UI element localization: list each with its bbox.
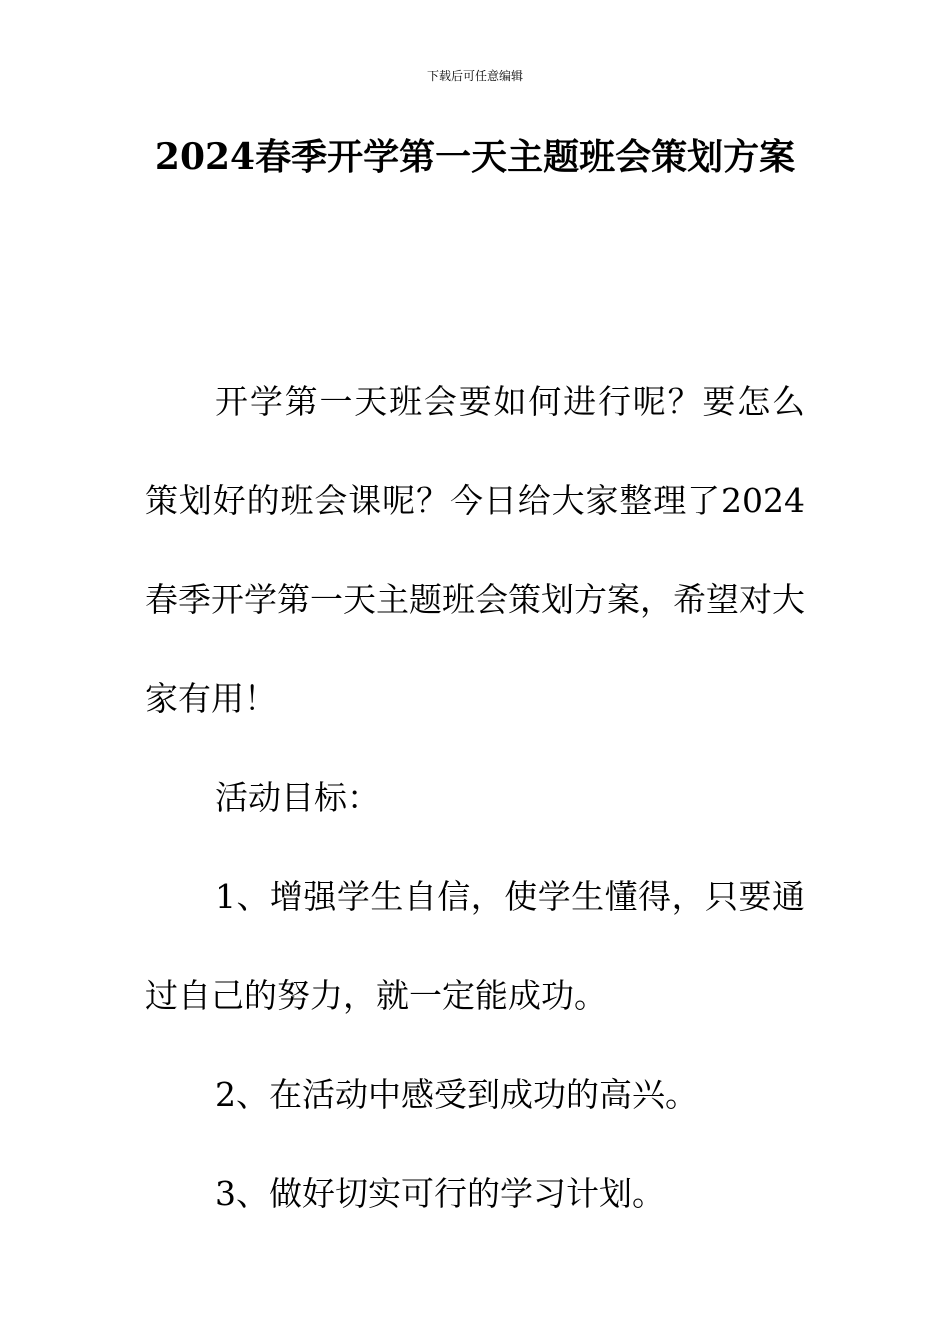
paragraph-intro: 开学第一天班会要如何进行呢？要怎么策划好的班会课呢？今日给大家整理了2024春季开学第一天主题班会策划方案，希望对大家有用！ xyxy=(145,382,805,718)
paragraph-goal-3: 3、做好切实可行的学习计划。 xyxy=(215,1174,665,1213)
paragraph-goal-2: 2、在活动中感受到成功的高兴。 xyxy=(215,1075,698,1114)
paragraph-goal-1: 1、增强学生自信，使学生懂得，只要通过自己的努力，就一定能成功。 xyxy=(145,877,805,1015)
header-note: 下载后可任意编辑 xyxy=(426,69,523,83)
paragraph-goals-heading: 活动目标： xyxy=(215,778,380,817)
document-body xyxy=(145,352,805,1243)
document-title: 2024春季开学第一天主题班会策划方案 xyxy=(154,136,796,178)
